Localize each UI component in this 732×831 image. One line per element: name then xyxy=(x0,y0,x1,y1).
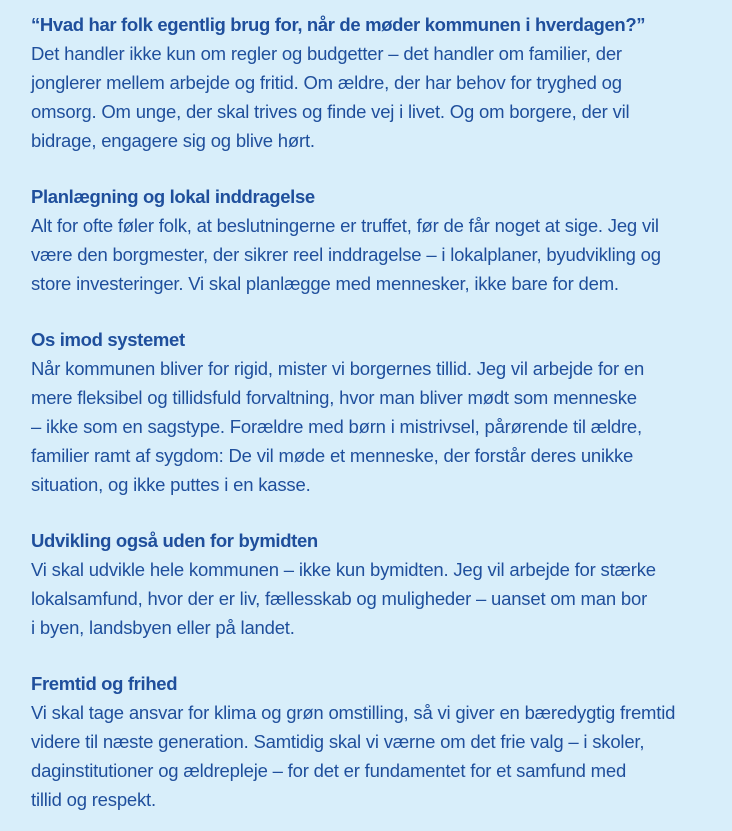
section-heading: Os imod systemet xyxy=(31,329,185,350)
paragraph-line: familier ramt af sygdom: De vil møde et menneske, der forstår deres unikke xyxy=(31,445,634,466)
section-heading: Udvikling også uden for bymidten xyxy=(31,530,318,551)
section-development xyxy=(31,526,712,642)
section-heading: Planlægning og lokal inddragelse xyxy=(31,186,315,207)
paragraph-line: Alt for ofte føler folk, at beslutningerne er truffet, før de får noget at sige. Jeg vil xyxy=(31,215,659,236)
paragraph-line: i byen, landsbyen eller på landet. xyxy=(31,617,295,638)
paragraph-line: videre til næste generation. Samtidig skal vi værne om det frie valg – i skoler, xyxy=(31,731,645,752)
paragraph-line: lokalsamfund, hvor der er liv, fællesskab og muligheder – uanset om man bor xyxy=(31,588,648,609)
paragraph-line: jonglerer mellem arbejde og fritid. Om ældre, der har behov for tryghed og xyxy=(31,72,622,93)
paragraph-line: omsorg. Om unge, der skal trives og finde vej i livet. Og om borgere, der vil xyxy=(31,101,630,122)
paragraph-line: være den borgmester, der sikrer reel inddragelse – i lokalplaner, byudvikling og xyxy=(31,244,661,265)
paragraph-line: Det handler ikke kun om regler og budgetter – det handler om familier, der xyxy=(31,43,622,64)
paragraph-line: Vi skal tage ansvar for klima og grøn omstilling, så vi giver en bæredygtig fremtid xyxy=(31,702,676,723)
paragraph-line: – ikke som en sagstype. Forældre med børn i mistrivsel, pårørende til ældre, xyxy=(31,416,642,437)
section-future xyxy=(31,669,712,814)
section-paragraph xyxy=(31,555,712,642)
section-paragraph xyxy=(31,211,712,298)
paragraph-line: tillid og respekt. xyxy=(31,789,156,810)
section-system xyxy=(31,325,712,499)
section-planning xyxy=(31,182,712,298)
paragraph-line: Vi skal udvikle hele kommunen – ikke kun bymidten. Jeg vil arbejde for stærke xyxy=(31,559,656,580)
section-paragraph xyxy=(31,354,712,499)
section-paragraph xyxy=(31,698,712,814)
section-paragraph xyxy=(31,39,712,155)
section-heading: Fremtid og frihed xyxy=(31,673,178,694)
paragraph-line: situation, og ikke puttes i en kasse. xyxy=(31,474,311,495)
paragraph-line: store investeringer. Vi skal planlægge med mennesker, ikke bare for dem. xyxy=(31,273,619,294)
paragraph-line: bidrage, engagere sig og blive hørt. xyxy=(31,130,315,151)
paragraph-line: mere fleksibel og tillidsfuld forvaltning, hvor man bliver mødt som menneske xyxy=(31,387,637,408)
section-intro xyxy=(31,10,712,155)
paragraph-line: Når kommunen bliver for rigid, mister vi borgernes tillid. Jeg vil arbejde for en xyxy=(31,358,645,379)
paragraph-line: daginstitutioner og ældrepleje – for det er fundamentet for et samfund med xyxy=(31,760,627,781)
section-heading: “Hvad har folk egentlig brug for, når de møder kommunen i hverdagen?” xyxy=(31,14,646,35)
